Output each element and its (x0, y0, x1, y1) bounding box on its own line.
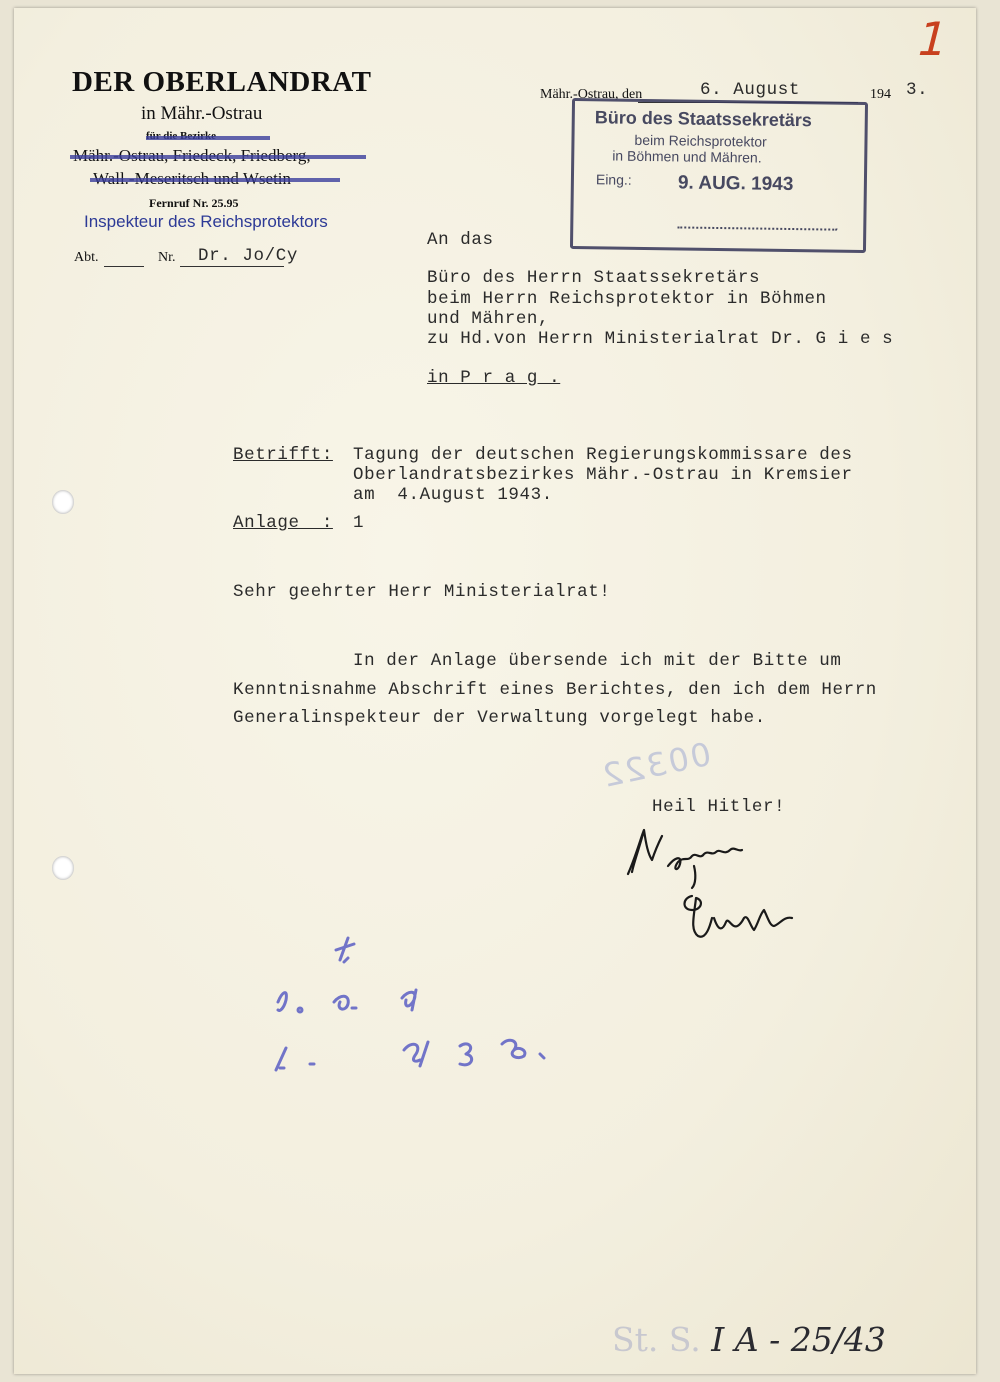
subject-label: Betrifft: (233, 445, 333, 465)
file-reference-number: I A - 25/43 (711, 1320, 886, 1359)
address-line3: und Mähren, (427, 309, 550, 329)
strikethrough-mark (90, 178, 340, 182)
file-reference-faint: St. S. (612, 1320, 701, 1359)
reference-number-label: Nr. (158, 250, 176, 265)
stamp-line3: in Böhmen und Mähren. (612, 147, 762, 166)
letterhead-title: DER OBERLANDRAT (72, 66, 372, 98)
reference-number-rule (180, 266, 284, 267)
reference-number-value: Dr. Jo/Cy (198, 246, 298, 266)
stamp-office-line: Büro des Staatssekretärs (594, 107, 813, 131)
stamp-dotted-line (677, 226, 837, 230)
address-an: An das (427, 230, 494, 250)
bleed-through-mark: 00322 (597, 734, 715, 796)
salutation: Sehr geehrter Herr Ministerialrat! (233, 582, 611, 602)
date-day-month: 6. August (700, 80, 800, 100)
page-number-pencil: 1 (911, 12, 955, 66)
address-line1: Büro des Herrn Staatssekretärs (427, 268, 761, 288)
attachment-label: Anlage : (233, 513, 333, 533)
letterhead-city: in Mähr.-Ostrau (141, 103, 263, 124)
handwritten-signature (622, 826, 822, 956)
strikethrough-mark (70, 155, 366, 159)
body-line1: In der Anlage übersende ich mit der Bitte um (353, 651, 842, 671)
date-year-suffix: 3. (906, 80, 929, 100)
receipt-stamp (570, 98, 868, 253)
letterhead-phone: Fernruf Nr. 25.95 (149, 196, 239, 210)
closing: Heil Hitler! (652, 797, 786, 817)
subject-line3: am 4.August 1943. (353, 485, 553, 505)
handwritten-margin-note (270, 930, 580, 1080)
punch-hole (52, 490, 74, 514)
attachment-value: 1 (353, 513, 365, 533)
file-reference (612, 1320, 886, 1359)
stamp-received-label: Eing.: (595, 171, 632, 188)
stamp-line2: beim Reichsprotektor (634, 131, 767, 150)
punch-hole (52, 856, 74, 880)
subject-line1: Tagung der deutschen Regierungskommissare des (353, 445, 853, 465)
strikethrough-mark (146, 136, 270, 140)
date-year-prefix: 194 (870, 87, 891, 102)
body-line2: Kenntnisnahme Abschrift eines Berichtes, den ich dem Herrn (233, 680, 877, 700)
date-prefix: Mähr.-Ostrau, den (540, 87, 643, 102)
address-city: in P r a g . (427, 368, 561, 388)
stamp-received-date: 9. AUG. 1943 (677, 172, 794, 196)
department-label: Abt. (74, 250, 99, 265)
address-line2: beim Herrn Reichsprotektor in Böhmen (427, 289, 827, 309)
inspector-stamp-line: Inspekteur des Reichsprotektors (84, 212, 328, 231)
department-rule (104, 266, 144, 267)
address-line4: zu Hd.von Herrn Ministerialrat Dr. G i e s (427, 329, 894, 349)
subject-line2: Oberlandratsbezirkes Mähr.-Ostrau in Kremsier (353, 465, 853, 485)
body-line3: Generalinspekteur der Verwaltung vorgelegt habe. (233, 708, 766, 728)
